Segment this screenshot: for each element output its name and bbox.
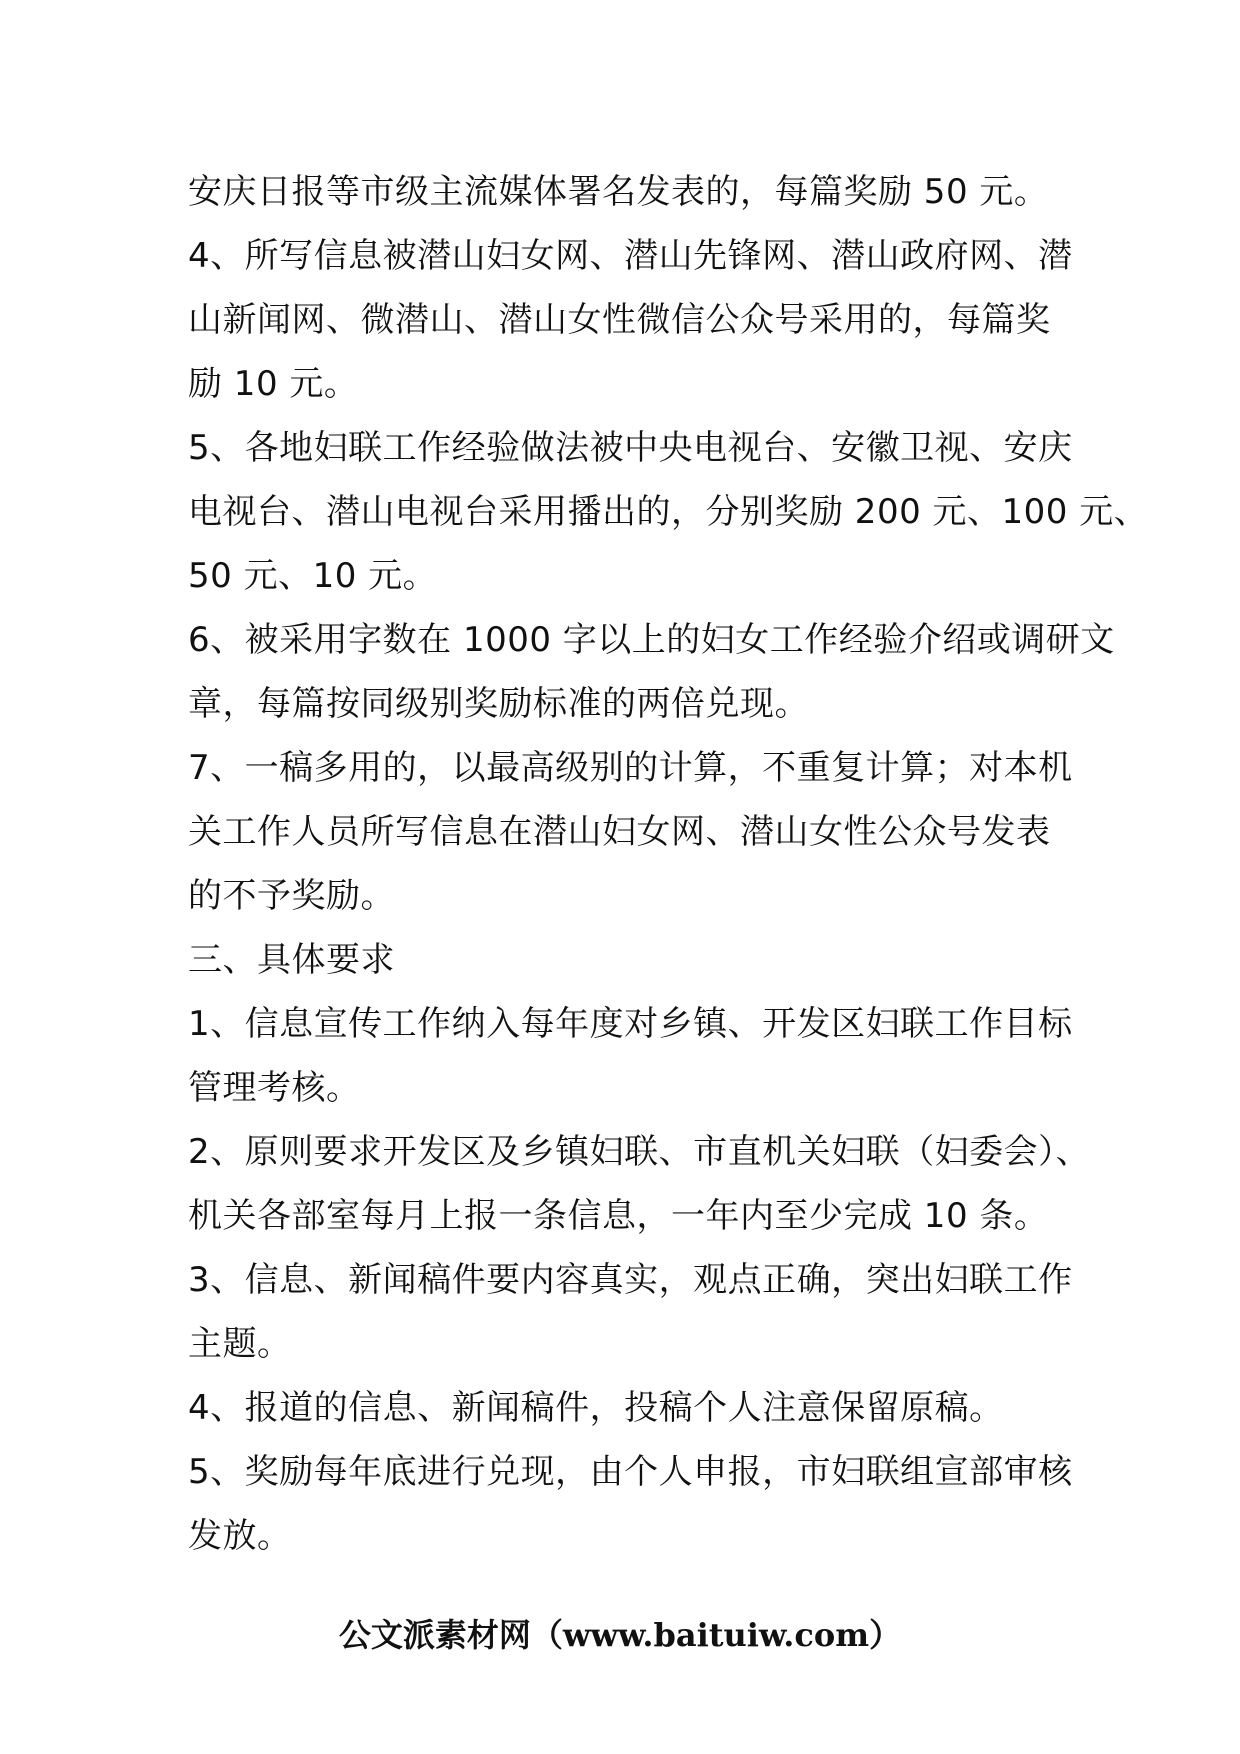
- text-line: 安庆日报等市级主流媒体署名发表的，每篇奖励 50 元。: [188, 172, 1049, 212]
- document-body: [188, 160, 1149, 1568]
- text-line: 50 元、10 元。: [188, 556, 438, 596]
- text-line: 发放。: [188, 1516, 292, 1556]
- text-line: 章，每篇按同级别奖励标准的两倍兑现。: [188, 684, 809, 724]
- text-line: 7、一稿多用的，以最高级别的计算，不重复计算；对本机: [188, 748, 1073, 788]
- text-line: 5、奖励每年底进行兑现，由个人申报，市妇联组宣部审核: [188, 1452, 1073, 1492]
- text-line: 关工作人员所写信息在潜山妇女网、潜山女性公众号发表: [188, 812, 1051, 852]
- text-line: 2、原则要求开发区及乡镇妇联、市直机关妇联（妇委会）、: [188, 1132, 1091, 1172]
- text-line: 管理考核。: [188, 1068, 361, 1108]
- text-line: 3、信息、新闻稿件要内容真实，观点正确，突出妇联工作: [188, 1260, 1073, 1300]
- footer-watermark: 公文派素材网（www.baituiw.com）: [338, 1616, 902, 1654]
- text-line: 励 10 元。: [188, 364, 359, 404]
- text-line: 5、各地妇联工作经验做法被中央电视台、安徽卫视、安庆: [188, 428, 1073, 468]
- text-line: 山新闻网、微潜山、潜山女性微信公众号采用的，每篇奖: [188, 300, 1051, 340]
- text-line: 的不予奖励。: [188, 876, 395, 916]
- text-line: 1、信息宣传工作纳入每年度对乡镇、开发区妇联工作目标: [188, 1004, 1073, 1044]
- section-heading: 三、具体要求: [188, 940, 395, 980]
- text-line: 机关各部室每月上报一条信息，一年内至少完成 10 条。: [188, 1196, 1049, 1236]
- text-line: 主题。: [188, 1324, 292, 1364]
- text-line: 4、报道的信息、新闻稿件，投稿个人注意保留原稿。: [188, 1388, 1004, 1428]
- text-line: 6、被采用字数在 1000 字以上的妇女工作经验介绍或调研文: [188, 620, 1115, 660]
- text-line: 4、所写信息被潜山妇女网、潜山先锋网、潜山政府网、潜: [188, 236, 1073, 276]
- text-line: 电视台、潜山电视台采用播出的，分别奖励 200 元、100 元、: [188, 492, 1149, 532]
